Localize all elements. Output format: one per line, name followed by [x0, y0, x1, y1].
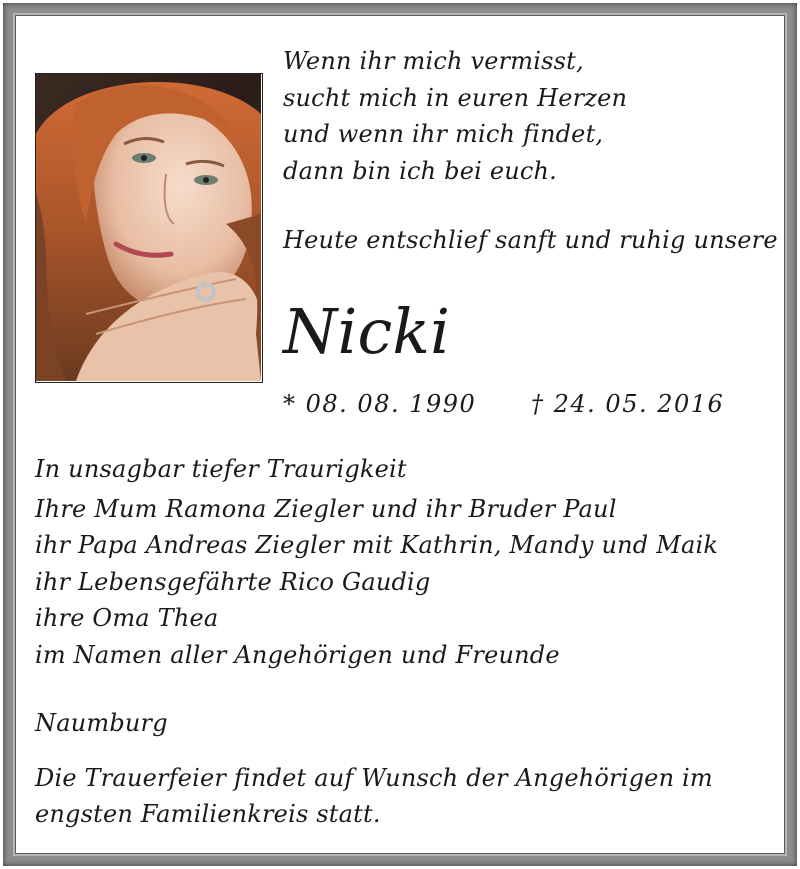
mourners-lead: In unsagbar tiefer Traurigkeit — [35, 455, 407, 483]
birth-date: * 08. 08. 1990 — [283, 390, 477, 418]
poem-line: und wenn ihr mich findet, — [283, 120, 604, 148]
place: Naumburg — [35, 709, 168, 737]
mourner-line: ihr Lebensgefährte Rico Gaudig — [35, 567, 431, 596]
portrait-illustration — [36, 74, 261, 381]
portrait-photo — [35, 73, 263, 383]
mourner-line: ihr Papa Andreas Ziegler mit Kathrin, Mandy und Maik — [35, 531, 719, 559]
note-line: Die Trauerfeier findet auf Wunsch der Angehörigen im — [35, 764, 713, 792]
poem — [283, 43, 627, 189]
deceased-name: Nicki — [283, 295, 451, 368]
mourner-line: ihre Oma Thea — [35, 604, 219, 632]
funeral-note — [35, 760, 713, 832]
poem-line: Wenn ihr mich vermisst, — [283, 47, 584, 75]
mourners — [35, 451, 718, 673]
poem-line: sucht mich in euren Herzen — [283, 83, 628, 112]
poem-line: dann bin ich bei euch. — [283, 156, 558, 185]
note-line: engsten Familienkreis statt. — [35, 800, 381, 828]
life-dates — [283, 388, 725, 420]
mourner-line: Ihre Mum Ramona Ziegler und ihr Bruder Paul — [35, 494, 617, 523]
death-date: † 24. 05. 2016 — [531, 390, 725, 418]
intro-text: Heute entschlief sanft und ruhig unsere — [283, 226, 778, 254]
mourner-line: im Namen aller Angehörigen und Freunde — [35, 640, 560, 669]
